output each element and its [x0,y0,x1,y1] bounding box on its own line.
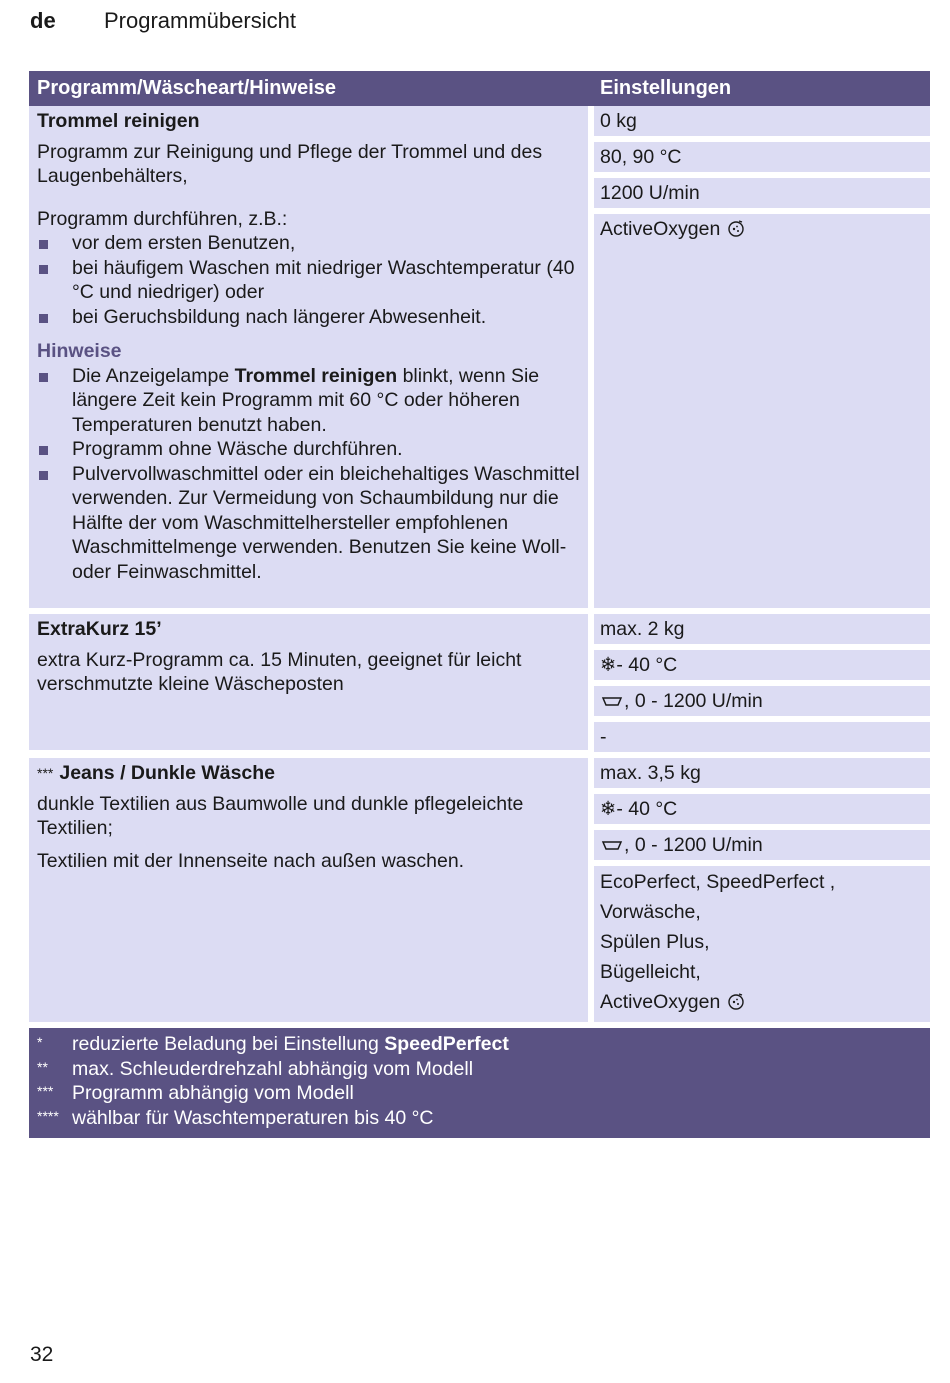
setting-load: 0 kg [594,106,930,136]
setting-spin: 1200 U/min [594,178,930,208]
footnote-row [37,1057,922,1082]
note-bold: Trommel reinigen [234,364,398,387]
snowflake-icon: ❄ [600,798,617,820]
footnote-row [37,1106,922,1131]
spin-tub-icon [600,834,624,854]
program-settings [594,758,930,1022]
program-name: ExtraKurz 15’ [37,618,162,640]
program-row-trommel-reinigen [29,106,930,608]
language-code: de [30,8,56,33]
note-text: blinkt, wenn Sie längere Zeit kein Programm mit 60 °C oder höheren Temperaturen benutzt haben. [72,364,540,436]
table-header [29,71,930,106]
list-item: Programm ohne Wäsche durchführen. [37,437,582,462]
setting-temp-value: - 40 °C [616,654,678,676]
option-item: Vorwäsche, [600,901,701,923]
snowflake-icon: ❄ [600,654,617,676]
spin-tub-icon [600,690,624,710]
list-item [37,364,582,438]
note-text: Die Anzeigelampe [72,364,235,387]
list-item: vor dem ersten Benutzen, [37,231,582,256]
setting-options [594,214,930,608]
footnote-text [72,1032,509,1057]
program-description [29,614,588,750]
program-desc: Programm zur Reinigung und Pflege der Trommel und des Laugenbehälters, [37,140,543,187]
setting-temperature: 80, 90 °C [594,142,930,172]
program-description [29,758,588,1022]
setting-spin-value: , 0 - 1200 U/min [624,834,763,856]
setting-temperature [594,650,930,680]
notes-heading: Hinweise [37,340,122,362]
active-oxygen-icon [726,991,746,1011]
setting-spin-value: , 0 - 1200 U/min [624,690,763,712]
list-item: bei Geruchsbildung nach längerer Abwesenheit. [37,305,582,330]
col-header-program: Programm/Wäscheart/Hinweise [37,77,336,99]
option-item [600,987,924,1017]
footnote-text-pre: reduzierte Beladung bei Einstellung [72,1033,385,1055]
option-item: Spülen Plus, [600,931,710,953]
program-row-jeans [29,758,930,1022]
list-item: bei häufigem Waschen mit niedriger Waschtemperatur (40 °C und niedriger) oder [37,256,582,305]
program-name-text: Jeans / Dunkle Wäsche [59,762,276,784]
footnote-mark: *** [37,1083,54,1099]
setting-temp-value: - 40 °C [616,798,678,820]
program-row-extrakurz [29,614,930,752]
page-number: 32 [30,1343,54,1366]
footnote-marker: *** [37,765,54,781]
footnotes [29,1028,930,1138]
footnote-text-bold: SpeedPerfect [384,1033,509,1055]
setting-load: max. 2 kg [594,614,930,644]
program-table [29,71,930,1138]
setting-load: max. 3,5 kg [594,758,930,788]
setting-spin [594,686,930,716]
program-description [29,106,588,608]
program-settings [594,106,930,608]
program-settings [594,614,930,752]
setting-temperature [594,794,930,824]
footnote-text: max. Schleuderdrehzahl abhängig vom Modell [72,1057,474,1080]
list-item: Pulvervollwaschmittel oder ein bleichehaltiges Waschmittel verwenden. Zur Vermeidung von Schaumbildung nur die Hälfte der vom Waschmittelhersteller empfohlenen Waschmittelmenge verwenden. Benutzen Sie keine Woll- oder Feinwaschmittel. [37,462,582,585]
program-desc: extra Kurz-Programm ca. 15 Minuten, geeignet für leicht verschmutzte kleine Wäscheposten [37,648,522,695]
footnote-text: Programm abhängig vom Modell [72,1082,354,1104]
footnote-mark: * [37,1034,43,1050]
option-label: ActiveOxygen [600,991,721,1013]
footnote-text: wählbar für Waschtemperaturen bis 40 °C [72,1106,434,1129]
footnote-mark: ** [37,1058,48,1075]
col-header-settings: Einstellungen [600,77,732,99]
option-label: ActiveOxygen [600,218,721,240]
notes-list [37,364,582,585]
footnote-row [37,1081,922,1106]
program-desc: dunkle Textilien aus Baumwolle und dunkle pflegeleichte Textilien; [37,792,524,839]
program-name: Trommel reinigen [37,110,200,132]
footnote-row [37,1032,922,1057]
option-item: EcoPerfect, SpeedPerfect , [600,871,836,893]
page-title: Programmübersicht [104,8,296,33]
program-desc-2: Textilien mit der Innenseite nach außen waschen. [37,849,465,872]
bullet-list [37,231,582,329]
setting-options: - [594,722,930,752]
active-oxygen-icon [726,218,746,238]
program-desc-2: Programm durchführen, z.B.: [37,207,288,230]
option-item: Bügelleicht, [600,961,701,983]
footnote-mark: **** [37,1107,59,1124]
setting-spin [594,830,930,860]
setting-options [594,866,930,1022]
program-name [37,761,582,786]
